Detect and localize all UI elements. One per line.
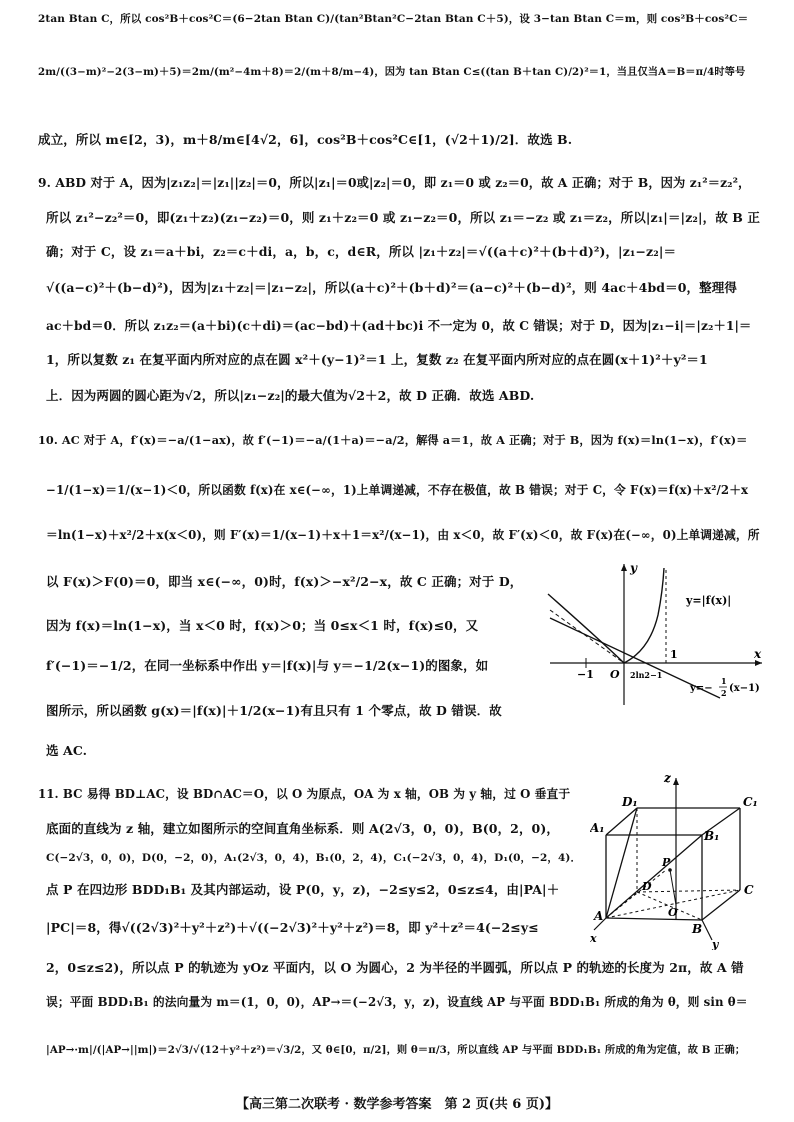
q9-line: 9. ABD 对于 A，因为|z₁z₂|＝|z₁||z₂|＝0，所以|z₁|＝0或|z₂|＝0，即 z₁＝0 或 z₂＝0，故 A 正确；对于 B，因为 z₁²＝z₂²，	[38, 175, 751, 190]
label-a1: A₁	[590, 821, 605, 835]
line-label-half-num: 1	[721, 676, 727, 686]
function-graph-figure	[540, 560, 772, 710]
text-line: ac＋bd＝0．所以 z₁z₂＝(a＋bi)(c＋di)＝(ac−bd)＋(ad＋bc)i 不一定为 0，故 C 错误；对于 D，因为|z₁−i|＝|z₂＋1|＝	[46, 318, 752, 333]
text-line: 上．因为两圆的圆心距为√2，所以|z₁−z₂|的最大值为√2＋2，故 D 正确．故选 ABD.	[46, 388, 535, 403]
text-line: 因为 f(x)＝ln(1−x)，当 x＜0 时，f(x)＞0；当 0≤x＜1 时，f(x)≤0，又	[46, 618, 479, 633]
line-label-suffix: (x−1)	[729, 683, 760, 694]
text-line: 2，0≤z≤2)，所以点 P 的轨迹为 yOz 平面内，以 O 为圆心，2 为半径的半圆弧，所以点 P 的轨迹的长度为 2π，故 A 错	[46, 960, 744, 975]
label-d1: D₁	[622, 795, 638, 809]
label-p: P	[662, 856, 671, 869]
y-axis-label: y	[712, 938, 719, 950]
label-c: C	[744, 883, 754, 897]
edge-bc	[702, 890, 740, 920]
text-line: ＝ln(1−x)＋x²/2＋x(x＜0)，则 F′(x)＝1/(x−1)＋x＋1＝x²/(x−1)，由 x＜0，故 F′(x)＜0，故 F(x)在(−∞，0)上单调递减，所	[46, 528, 760, 542]
seg-ab1	[606, 835, 702, 918]
text-line: 图所示，所以函数 g(x)＝|f(x)|＋1/2(x−1)有且只有 1 个零点，故 D 错误．故	[46, 703, 502, 718]
x-axis-label: x	[590, 932, 597, 945]
text-line: |AP→·m|/(|AP→||m|)＝2√3/√(12＋y²＋z²)＝√3/2，又 θ∈[0，π/2]，则 θ＝π/3，所以直线 AP 与平面 BDD₁B₁ 所成的角为定值，故 B 正确；	[46, 1044, 746, 1056]
text-line: −1/(1−x)＝1/(x−1)＜0，所以函数 f(x)在 x∈(−∞，1)上单调递减，不存在极值，故 B 错误；对于 C，令 F(x)＝f(x)＋x²/2＋x	[46, 483, 749, 497]
text-line: √((a−c)²＋(b−d)²)，因为|z₁＋z₂|＝|z₁−z₂|，所以(a＋c)²＋(b＋d)²＝(a−c)²＋(b−d)²，则 4ac＋4bd＝0，整理得	[46, 280, 737, 295]
dashed-curve	[550, 610, 624, 663]
line-label-prefix: y=−	[690, 683, 713, 694]
edge-dc	[637, 890, 740, 892]
text-line: 所以 z₁²−z₂²＝0，即(z₁＋z₂)(z₁−z₂)＝0，则 z₁＋z₂＝0 或 z₁−z₂＝0，所以 z₁＝−z₂ 或 z₁＝z₂，所以|z₁|＝|z₂|，故 B 正	[46, 210, 760, 225]
edge-d1a1	[606, 808, 637, 835]
page-footer: 【高三第二次联考 · 数学参考答案 第 2 页(共 6 页)】	[235, 1097, 559, 1112]
origin-label: O	[610, 668, 620, 681]
text-line: 2m/((3−m)²−2(3−m)＋5)＝2m/(m²−4m＋8)＝2/(m＋8/m−4)，因为 tan Btan C≤((tan B＋tan C)/2)²＝1，当且仅当A＝B＝π/4时等号	[38, 66, 746, 78]
tick-label-neg1: −1	[577, 668, 594, 681]
label-o: O	[668, 906, 678, 919]
zero-label: 2ln2−1	[630, 670, 663, 680]
x-axis-label: x	[754, 647, 762, 661]
text-line: 选 AC.	[46, 743, 88, 758]
text-line: 底面的直线为 z 轴，建立如图所示的空间直角坐标系．则 A(2√3，0，0)，B(0，2，0)，	[46, 821, 559, 836]
label-b1: B₁	[704, 829, 720, 843]
text-line: f′(−1)＝−1/2，在同一坐标系中作出 y＝|f(x)|与 y＝−1/2(x−1)的图象，如	[46, 658, 489, 673]
text-line: 点 P 在四边形 BDD₁B₁ 及其内部运动，设 P(0，y，z)，−2≤y≤2，0≤z≤4，由|PA|＋	[46, 882, 560, 897]
line-label-half-den: 2	[721, 688, 727, 698]
z-axis-arrow	[673, 778, 679, 785]
text-line: 1，所以复数 z₁ 在复平面内所对应的点在圆 x²＋(y−1)²＝1 上，复数 z₂ 在复平面内所对应的点在圆(x＋1)²＋y²＝1	[46, 352, 708, 367]
z-axis-label: z	[664, 771, 671, 785]
q10-line: 10. AC 对于 A，f′(x)＝−a/(1−ax)，故 f′(−1)＝−a/(1＋a)＝−a/2，解得 a＝1，故 A 正确；对于 B，因为 f(x)＝ln(1−x)，f′(x)＝	[38, 433, 748, 447]
seg-op	[670, 870, 676, 905]
q11-line: 11. BC 易得 BD⊥AC，设 BD∩AC＝O，以 O 为原点，OA 为 x 轴，OB 为 y 轴，过 O 垂直于	[38, 787, 571, 801]
label-a: A	[594, 909, 604, 923]
text-line: 以 F(x)＞F(0)＝0，即当 x∈(−∞，0)时，f(x)＞−x²/2−x，故 C 正确；对于 D，	[46, 574, 523, 589]
abs-f-curve	[548, 568, 664, 663]
seg-ad1	[606, 808, 637, 918]
text-line: 确；对于 C，设 z₁＝a＋bi，z₂＝c＋di，a，b，c，d∈R，所以 |z₁＋z₂|＝√((a＋c)²＋(b＋d)²)，|z₁−z₂|＝	[46, 244, 677, 259]
text-line: 误；平面 BDD₁B₁ 的法向量为 m＝(1，0，0)，AP→＝(−2√3，y，z)，设直线 AP 与平面 BDD₁B₁ 所成的角为 θ，则 sin θ＝	[46, 995, 748, 1009]
prism-figure	[590, 770, 770, 950]
text-line: |PC|＝8，得√((2√3)²＋y²＋z²)＋√((−2√3)²＋y²＋z²)＝8，即 y²＋z²＝4(−2≤y≤	[46, 920, 539, 935]
text-line: C(−2√3，0，0)，D(0，−2，0)，A₁(2√3，0，4)，B₁(0，2，4)，C₁(−2√3，0，4)，D₁(0，−2，4)．	[46, 852, 582, 864]
y-axis	[702, 920, 712, 940]
y-axis-arrow	[621, 564, 627, 571]
tick-label-1: 1	[670, 648, 678, 661]
label-c1: C₁	[743, 795, 758, 809]
y-axis-label: y	[630, 561, 637, 575]
text-line: 2tan Btan C，所以 cos²B＋cos²C＝(6−2tan Btan C)/(tan²Btan²C−2tan Btan C＋5)，设 3−tan Btan C＝m，则 cos²B＋cos²C＝	[38, 13, 749, 25]
edge-ab	[606, 918, 702, 920]
label-b: B	[692, 922, 703, 936]
curve-label: y=|f(x)|	[686, 594, 732, 607]
label-d: D	[642, 880, 652, 893]
text-line: 成立，所以 m∈[2，3)，m＋8/m∈[4√2，6]，cos²B＋cos²C∈[1，(√2＋1)/2]．故选 B.	[38, 132, 573, 147]
